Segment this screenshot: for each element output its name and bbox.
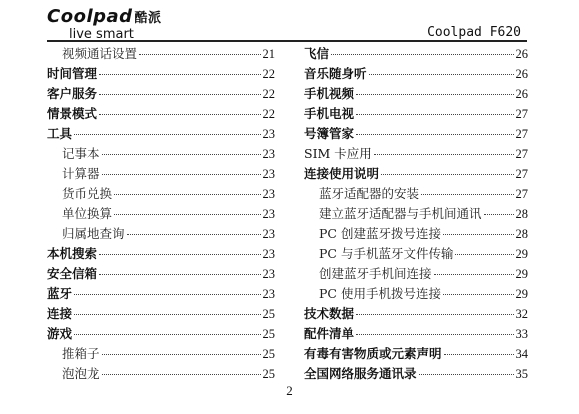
toc-leader-dots	[102, 354, 261, 355]
toc-entry[interactable]	[304, 304, 528, 324]
brand-name	[47, 6, 162, 28]
toc-entry-title: 手机视频	[304, 86, 355, 101]
toc-leader-dots	[74, 134, 260, 135]
toc-entry-title: 时间管理	[47, 66, 98, 81]
toc-leader-dots	[74, 314, 260, 315]
toc-leader-dots	[102, 174, 261, 175]
toc-entry[interactable]	[304, 324, 528, 344]
header-rule	[47, 40, 527, 42]
toc-entry[interactable]	[47, 324, 275, 344]
toc-leader-dots	[369, 74, 514, 75]
toc-entry-title: 视频通话设置	[62, 46, 138, 61]
toc-entry-title: 号簿管家	[304, 126, 355, 141]
toc-entry-title: 客户服务	[47, 86, 98, 101]
toc-entry-title: 本机搜索	[47, 246, 98, 261]
toc-entry-title: 音乐随身听	[304, 66, 367, 81]
toc-entry-page: 35	[515, 367, 528, 381]
brand-slogan: live smart	[69, 27, 134, 42]
toc-entry-page: 27	[515, 147, 528, 161]
toc-entry-title: 归属地查询	[62, 226, 125, 241]
toc-entry-page: 23	[262, 127, 275, 141]
toc-leader-dots	[99, 94, 260, 95]
toc-entry-title: 计算器	[62, 166, 100, 181]
toc-entry[interactable]	[47, 104, 275, 124]
toc-entry-page: 23	[262, 227, 275, 241]
toc-entry-page: 26	[515, 47, 528, 61]
toc-entry[interactable]	[304, 44, 528, 64]
toc-entry-title: PC 与手机蓝牙文件传输	[319, 246, 454, 261]
toc-leader-dots	[99, 114, 260, 115]
toc-leader-dots	[356, 114, 513, 115]
toc-entry[interactable]	[304, 84, 528, 104]
toc-entry-page: 26	[515, 67, 528, 81]
toc-entry-page: 25	[262, 367, 275, 381]
toc-entry[interactable]	[47, 264, 275, 284]
toc-entry[interactable]	[47, 164, 275, 184]
toc-entry-title: 手机电视	[304, 106, 355, 121]
toc-entry-title: 飞信	[304, 46, 330, 61]
toc-entry-title: 建立蓝牙适配器与手机间通讯	[319, 206, 482, 221]
toc-entry-title: 工具	[47, 126, 73, 141]
toc-entry[interactable]	[304, 64, 528, 84]
toc-entry-page: 28	[515, 227, 528, 241]
toc-entry-title: SIM 卡应用	[304, 146, 372, 161]
toc-entry-page: 29	[515, 267, 528, 281]
toc-leader-dots	[356, 334, 513, 335]
toc-entry-title: 推箱子	[62, 346, 100, 361]
toc-entry-title: 连接使用说明	[304, 166, 380, 181]
toc-entry[interactable]	[47, 124, 275, 144]
toc-entry[interactable]	[47, 144, 275, 164]
toc-leader-dots	[434, 274, 514, 275]
toc-entry-page: 27	[515, 127, 528, 141]
toc-entry[interactable]	[47, 244, 275, 264]
toc-entry-page: 23	[262, 167, 275, 181]
toc-entry-title: 情景模式	[47, 106, 98, 121]
toc-leader-dots	[139, 54, 260, 55]
toc-left-column	[47, 44, 275, 384]
toc-entry-title: 有毒有害物质或元素声明	[304, 346, 442, 361]
toc-entry-title: 配件清单	[304, 326, 355, 341]
toc-entry-title: PC 创建蓝牙拨号连接	[319, 226, 441, 241]
toc-entry[interactable]	[304, 184, 528, 204]
toc-entry[interactable]	[47, 84, 275, 104]
page-number: 2	[286, 383, 293, 398]
toc-leader-dots	[381, 174, 513, 175]
toc-entry[interactable]	[47, 304, 275, 324]
toc-entry-page: 26	[515, 87, 528, 101]
toc-leader-dots	[114, 214, 260, 215]
toc-entry[interactable]	[304, 104, 528, 124]
toc-entry-page: 22	[262, 107, 275, 121]
toc-entry-page: 25	[262, 327, 275, 341]
toc-leader-dots	[374, 154, 514, 155]
toc-entry[interactable]	[304, 284, 528, 304]
toc-entry-title: 货币兑换	[62, 186, 113, 201]
toc-entry-title: 技术数据	[304, 306, 355, 321]
toc-entry[interactable]	[47, 184, 275, 204]
toc-entry[interactable]	[47, 204, 275, 224]
toc-entry-page: 32	[515, 307, 528, 321]
toc-leader-dots	[74, 334, 260, 335]
toc-entry-page: 23	[262, 267, 275, 281]
toc-leader-dots	[331, 54, 513, 55]
brand-text: Coolpad	[47, 6, 133, 27]
toc-leader-dots	[74, 294, 260, 295]
toc-entry-page: 22	[262, 87, 275, 101]
brand-cn-text: 酷派	[134, 11, 162, 26]
toc-leader-dots	[99, 74, 260, 75]
toc-entry-page: 23	[262, 287, 275, 301]
toc-leader-dots	[421, 194, 513, 195]
toc-entry-title: 单位换算	[62, 206, 113, 221]
toc-entry[interactable]	[47, 364, 275, 384]
toc-entry[interactable]	[47, 224, 275, 244]
toc-entry[interactable]	[304, 144, 528, 164]
toc-leader-dots	[99, 254, 260, 255]
toc-leader-dots	[99, 274, 260, 275]
toc-leader-dots	[114, 194, 260, 195]
toc-entry[interactable]	[304, 244, 528, 264]
toc-entry[interactable]	[304, 264, 528, 284]
toc-entry-title: 连接	[47, 306, 73, 321]
toc-entry[interactable]	[304, 164, 528, 184]
toc-entry-page: 23	[262, 187, 275, 201]
toc-entry-page: 34	[515, 347, 528, 361]
toc-entry-page: 23	[262, 207, 275, 221]
brand-logo	[47, 6, 162, 42]
toc-entry-title: 安全信箱	[47, 266, 98, 281]
toc-leader-dots	[443, 234, 514, 235]
toc-entry-title: 创建蓝牙手机间连接	[319, 266, 432, 281]
toc-leader-dots	[356, 94, 513, 95]
toc-leader-dots	[356, 314, 513, 315]
toc-entry-title: 蓝牙适配器的安装	[319, 186, 420, 201]
toc-entry-page: 23	[262, 147, 275, 161]
toc-entry[interactable]	[47, 44, 275, 64]
toc-entry[interactable]	[304, 124, 528, 144]
toc-leader-dots	[419, 374, 514, 375]
toc-right-column	[304, 44, 528, 384]
toc-entry-page: 27	[515, 107, 528, 121]
toc-leader-dots	[102, 154, 261, 155]
toc-entry[interactable]	[304, 224, 528, 244]
toc-entry-page: 25	[262, 307, 275, 321]
toc-leader-dots	[127, 234, 261, 235]
model-name: Coolpad F620	[427, 25, 521, 40]
toc-entry[interactable]	[47, 64, 275, 84]
toc-entry-page: 29	[515, 247, 528, 261]
toc-leader-dots	[102, 374, 261, 375]
toc-leader-dots	[444, 354, 514, 355]
toc-entry-title: 蓝牙	[47, 286, 73, 301]
toc-entry-page: 27	[515, 187, 528, 201]
toc-leader-dots	[484, 214, 514, 215]
toc-leader-dots	[356, 134, 513, 135]
toc-entry[interactable]	[304, 344, 528, 364]
toc-entry-title: PC 使用手机拨号连接	[319, 286, 441, 301]
toc-entry-page: 21	[262, 47, 275, 61]
toc-entry-page: 22	[262, 67, 275, 81]
toc-entry[interactable]	[47, 344, 275, 364]
toc-entry-page: 25	[262, 347, 275, 361]
toc-entry[interactable]	[304, 364, 528, 384]
toc-entry-title: 全国网络服务通讯录	[304, 366, 417, 381]
toc-entry-page: 28	[515, 207, 528, 221]
toc-entry-title: 泡泡龙	[62, 366, 100, 381]
toc-entry-title: 游戏	[47, 326, 73, 341]
toc-entry-page: 33	[515, 327, 528, 341]
toc-entry-title: 记事本	[62, 146, 100, 161]
toc-entry[interactable]	[47, 284, 275, 304]
toc-leader-dots	[455, 254, 513, 255]
toc-entry-page: 23	[262, 247, 275, 261]
toc-entry[interactable]	[304, 204, 528, 224]
toc-leader-dots	[443, 294, 514, 295]
toc-entry-page: 27	[515, 167, 528, 181]
toc-entry-page: 29	[515, 287, 528, 301]
